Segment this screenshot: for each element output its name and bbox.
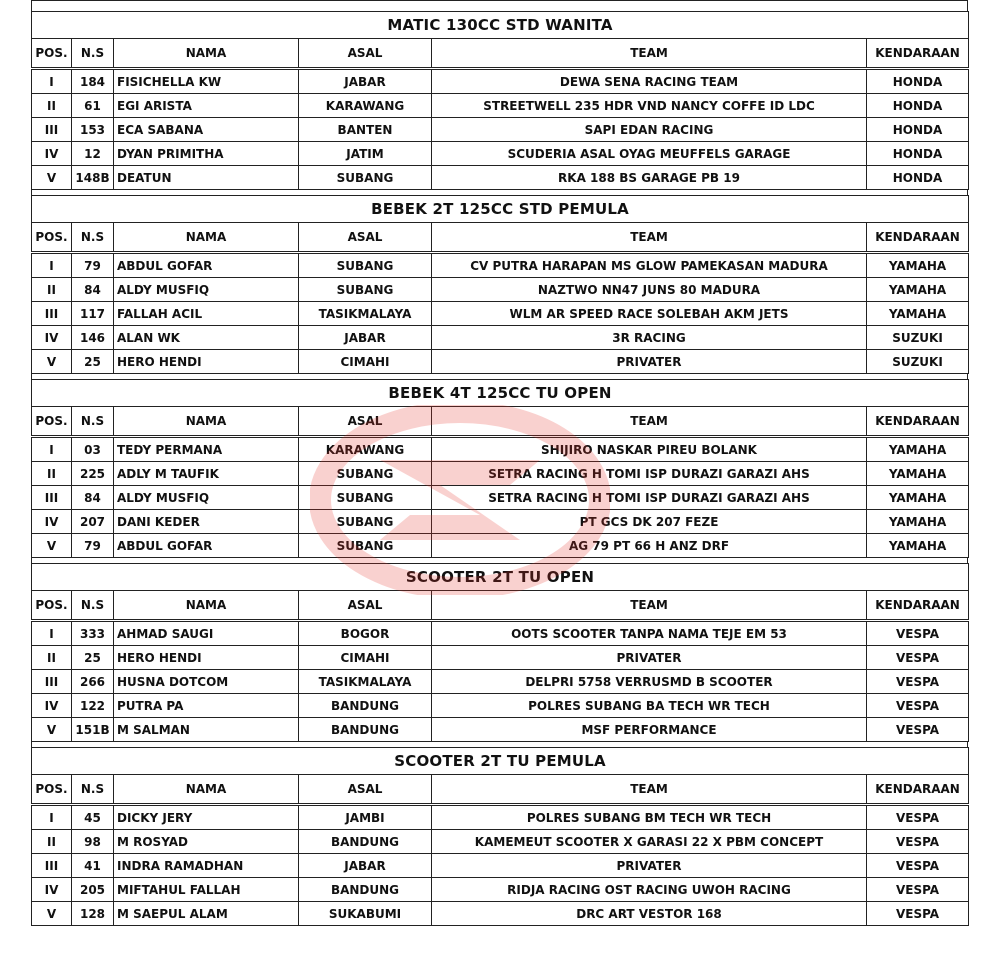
cell-kendaraan: YAMAHA: [867, 253, 969, 278]
cell-team: SHIJIRO NASKAR PIREU BOLANK: [432, 437, 867, 462]
cell-asal: SUKABUMI: [299, 902, 432, 926]
cell-kendaraan: VESPA: [867, 902, 969, 926]
cell-kendaraan: YAMAHA: [867, 437, 969, 462]
table-row: [32, 486, 969, 510]
cell-team: PRIVATER: [432, 854, 867, 878]
cell-asal: SUBANG: [299, 462, 432, 486]
cell-team: STREETWELL 235 HDR VND NANCY COFFE ID LDC: [432, 94, 867, 118]
cell-team: CV PUTRA HARAPAN MS GLOW PAMEKASAN MADURA: [432, 253, 867, 278]
cell-team: RKA 188 BS GARAGE PB 19: [432, 166, 867, 190]
results-table: [31, 11, 969, 190]
cell-ns: 122: [72, 694, 114, 718]
cell-ns: 148B: [72, 166, 114, 190]
header-team: TEAM: [432, 39, 867, 69]
cell-nama: ECA SABANA: [114, 118, 299, 142]
cell-nama: MIFTAHUL FALLAH: [114, 878, 299, 902]
cell-ns: 207: [72, 510, 114, 534]
cell-nama: AHMAD SAUGI: [114, 621, 299, 646]
cell-nama: DANI KEDER: [114, 510, 299, 534]
cell-kendaraan: VESPA: [867, 878, 969, 902]
table-row: [32, 166, 969, 190]
header-asal: ASAL: [299, 39, 432, 69]
cell-team: DRC ART VESTOR 168: [432, 902, 867, 926]
cell-ns: 117: [72, 302, 114, 326]
header-pos: POS.: [32, 39, 72, 69]
cell-team: SETRA RACING H TOMI ISP DURAZI GARAZI AHS: [432, 486, 867, 510]
cell-asal: JABAR: [299, 69, 432, 94]
cell-kendaraan: VESPA: [867, 805, 969, 830]
table-row: [32, 878, 969, 902]
cell-asal: SUBANG: [299, 510, 432, 534]
cell-nama: ADLY M TAUFIK: [114, 462, 299, 486]
table-row: [32, 621, 969, 646]
table-row: [32, 646, 969, 670]
cell-pos: IV: [32, 510, 72, 534]
section-title-row: [32, 196, 969, 223]
cell-ns: 03: [72, 437, 114, 462]
cell-ns: 151B: [72, 718, 114, 742]
header-row: [32, 591, 969, 621]
cell-ns: 128: [72, 902, 114, 926]
cell-ns: 184: [72, 69, 114, 94]
cell-kendaraan: HONDA: [867, 94, 969, 118]
table-row: [32, 437, 969, 462]
cell-pos: V: [32, 902, 72, 926]
cell-team: NAZTWO NN47 JUNS 80 MADURA: [432, 278, 867, 302]
cell-nama: ABDUL GOFAR: [114, 534, 299, 558]
cell-ns: 25: [72, 646, 114, 670]
cell-ns: 225: [72, 462, 114, 486]
header-nama: NAMA: [114, 591, 299, 621]
cell-ns: 146: [72, 326, 114, 350]
cell-asal: BANDUNG: [299, 830, 432, 854]
table-row: [32, 694, 969, 718]
cell-asal: CIMAHI: [299, 646, 432, 670]
header-asal: ASAL: [299, 223, 432, 253]
race-section: [31, 195, 968, 374]
table-row: [32, 902, 969, 926]
cell-asal: JABAR: [299, 854, 432, 878]
cell-ns: 25: [72, 350, 114, 374]
table-row: [32, 302, 969, 326]
cell-kendaraan: VESPA: [867, 646, 969, 670]
section-title: SCOOTER 2T TU OPEN: [32, 564, 969, 591]
cell-asal: JABAR: [299, 326, 432, 350]
cell-pos: IV: [32, 694, 72, 718]
cell-pos: IV: [32, 142, 72, 166]
cell-asal: BANTEN: [299, 118, 432, 142]
cell-nama: ALAN WK: [114, 326, 299, 350]
cell-asal: CIMAHI: [299, 350, 432, 374]
cell-asal: BOGOR: [299, 621, 432, 646]
header-kendaraan: KENDARAAN: [867, 223, 969, 253]
cell-ns: 98: [72, 830, 114, 854]
cell-pos: IV: [32, 878, 72, 902]
race-section: [31, 379, 968, 558]
header-team: TEAM: [432, 223, 867, 253]
cell-pos: III: [32, 118, 72, 142]
cell-pos: I: [32, 621, 72, 646]
cell-pos: IV: [32, 326, 72, 350]
cell-team: PT GCS DK 207 FEZE: [432, 510, 867, 534]
table-row: [32, 534, 969, 558]
cell-pos: III: [32, 670, 72, 694]
header-ns: N.S: [72, 775, 114, 805]
cell-ns: 266: [72, 670, 114, 694]
cell-nama: DEATUN: [114, 166, 299, 190]
cell-asal: BANDUNG: [299, 694, 432, 718]
cell-team: POLRES SUBANG BA TECH WR TECH: [432, 694, 867, 718]
header-asal: ASAL: [299, 591, 432, 621]
cell-team: AG 79 PT 66 H ANZ DRF: [432, 534, 867, 558]
cell-ns: 45: [72, 805, 114, 830]
cell-pos: II: [32, 278, 72, 302]
table-row: [32, 854, 969, 878]
cell-asal: BANDUNG: [299, 718, 432, 742]
cell-nama: EGI ARISTA: [114, 94, 299, 118]
header-ns: N.S: [72, 223, 114, 253]
header-team: TEAM: [432, 775, 867, 805]
race-sections: [31, 11, 968, 926]
cell-ns: 333: [72, 621, 114, 646]
cell-pos: III: [32, 302, 72, 326]
results-table: [31, 379, 969, 558]
cell-nama: M SAEPUL ALAM: [114, 902, 299, 926]
table-row: [32, 142, 969, 166]
cell-pos: V: [32, 166, 72, 190]
section-title: BEBEK 4T 125CC TU OPEN: [32, 380, 969, 407]
cell-team: MSF PERFORMANCE: [432, 718, 867, 742]
header-row: [32, 39, 969, 69]
cell-team: RIDJA RACING OST RACING UWOH RACING: [432, 878, 867, 902]
table-row: [32, 326, 969, 350]
cell-ns: 205: [72, 878, 114, 902]
cell-nama: PUTRA PA: [114, 694, 299, 718]
cell-nama: HERO HENDI: [114, 646, 299, 670]
results-sheet: [31, 0, 968, 926]
header-row: [32, 775, 969, 805]
cell-asal: JATIM: [299, 142, 432, 166]
section-title: BEBEK 2T 125CC STD PEMULA: [32, 196, 969, 223]
section-title-row: [32, 380, 969, 407]
cell-kendaraan: VESPA: [867, 694, 969, 718]
table-row: [32, 278, 969, 302]
cell-pos: II: [32, 462, 72, 486]
header-ns: N.S: [72, 591, 114, 621]
table-row: [32, 670, 969, 694]
cell-team: 3R RACING: [432, 326, 867, 350]
cell-ns: 84: [72, 278, 114, 302]
cell-kendaraan: YAMAHA: [867, 486, 969, 510]
cell-pos: II: [32, 646, 72, 670]
cell-kendaraan: HONDA: [867, 118, 969, 142]
cell-kendaraan: VESPA: [867, 621, 969, 646]
cell-ns: 153: [72, 118, 114, 142]
cell-pos: III: [32, 854, 72, 878]
cell-kendaraan: YAMAHA: [867, 302, 969, 326]
header-ns: N.S: [72, 407, 114, 437]
header-pos: POS.: [32, 407, 72, 437]
cell-pos: V: [32, 534, 72, 558]
section-title-row: [32, 564, 969, 591]
cell-asal: SUBANG: [299, 486, 432, 510]
cell-asal: TASIKMALAYA: [299, 302, 432, 326]
table-row: [32, 69, 969, 94]
cell-ns: 41: [72, 854, 114, 878]
table-row: [32, 350, 969, 374]
cell-asal: KARAWANG: [299, 94, 432, 118]
cell-team: DEWA SENA RACING TEAM: [432, 69, 867, 94]
table-row: [32, 830, 969, 854]
cell-nama: M ROSYAD: [114, 830, 299, 854]
cell-asal: SUBANG: [299, 253, 432, 278]
cell-kendaraan: VESPA: [867, 718, 969, 742]
header-nama: NAMA: [114, 39, 299, 69]
header-asal: ASAL: [299, 407, 432, 437]
cell-asal: KARAWANG: [299, 437, 432, 462]
section-title-row: [32, 12, 969, 39]
header-asal: ASAL: [299, 775, 432, 805]
cell-nama: INDRA RAMADHAN: [114, 854, 299, 878]
cell-ns: 84: [72, 486, 114, 510]
top-strip: [31, 0, 968, 11]
cell-kendaraan: YAMAHA: [867, 462, 969, 486]
cell-team: KAMEMEUT SCOOTER X GARASI 22 X PBM CONCEPT: [432, 830, 867, 854]
cell-nama: DYAN PRIMITHA: [114, 142, 299, 166]
cell-nama: FISICHELLA KW: [114, 69, 299, 94]
cell-kendaraan: SUZUKI: [867, 350, 969, 374]
table-row: [32, 118, 969, 142]
cell-asal: SUBANG: [299, 166, 432, 190]
header-kendaraan: KENDARAAN: [867, 39, 969, 69]
header-pos: POS.: [32, 591, 72, 621]
results-table: [31, 747, 969, 926]
header-nama: NAMA: [114, 223, 299, 253]
cell-team: SETRA RACING H TOMI ISP DURAZI GARAZI AHS: [432, 462, 867, 486]
cell-team: PRIVATER: [432, 646, 867, 670]
cell-kendaraan: HONDA: [867, 69, 969, 94]
cell-kendaraan: YAMAHA: [867, 510, 969, 534]
section-title: MATIC 130CC STD WANITA: [32, 12, 969, 39]
cell-pos: V: [32, 718, 72, 742]
header-team: TEAM: [432, 591, 867, 621]
table-row: [32, 510, 969, 534]
cell-ns: 12: [72, 142, 114, 166]
cell-kendaraan: HONDA: [867, 142, 969, 166]
cell-kendaraan: YAMAHA: [867, 278, 969, 302]
cell-nama: M SALMAN: [114, 718, 299, 742]
table-row: [32, 462, 969, 486]
race-section: [31, 747, 968, 926]
cell-nama: ALDY MUSFIQ: [114, 278, 299, 302]
table-row: [32, 718, 969, 742]
cell-nama: HUSNA DOTCOM: [114, 670, 299, 694]
cell-kendaraan: VESPA: [867, 854, 969, 878]
cell-kendaraan: VESPA: [867, 830, 969, 854]
cell-team: PRIVATER: [432, 350, 867, 374]
header-nama: NAMA: [114, 775, 299, 805]
cell-asal: SUBANG: [299, 534, 432, 558]
cell-nama: FALLAH ACIL: [114, 302, 299, 326]
cell-ns: 79: [72, 253, 114, 278]
header-team: TEAM: [432, 407, 867, 437]
cell-pos: III: [32, 486, 72, 510]
race-section: [31, 563, 968, 742]
table-row: [32, 94, 969, 118]
cell-ns: 61: [72, 94, 114, 118]
header-ns: N.S: [72, 39, 114, 69]
cell-pos: I: [32, 69, 72, 94]
cell-ns: 79: [72, 534, 114, 558]
header-pos: POS.: [32, 223, 72, 253]
cell-asal: JAMBI: [299, 805, 432, 830]
cell-kendaraan: VESPA: [867, 670, 969, 694]
cell-asal: TASIKMALAYA: [299, 670, 432, 694]
cell-team: SCUDERIA ASAL OYAG MEUFFELS GARAGE: [432, 142, 867, 166]
header-kendaraan: KENDARAAN: [867, 591, 969, 621]
cell-nama: ALDY MUSFIQ: [114, 486, 299, 510]
cell-pos: V: [32, 350, 72, 374]
cell-team: DELPRI 5758 VERRUSMD B SCOOTER: [432, 670, 867, 694]
cell-kendaraan: HONDA: [867, 166, 969, 190]
header-kendaraan: KENDARAAN: [867, 407, 969, 437]
cell-kendaraan: SUZUKI: [867, 326, 969, 350]
results-table: [31, 563, 969, 742]
cell-team: SAPI EDAN RACING: [432, 118, 867, 142]
cell-nama: TEDY PERMANA: [114, 437, 299, 462]
cell-team: OOTS SCOOTER TANPA NAMA TEJE EM 53: [432, 621, 867, 646]
table-row: [32, 253, 969, 278]
cell-nama: ABDUL GOFAR: [114, 253, 299, 278]
results-table: [31, 195, 969, 374]
cell-asal: SUBANG: [299, 278, 432, 302]
table-row: [32, 805, 969, 830]
cell-team: POLRES SUBANG BM TECH WR TECH: [432, 805, 867, 830]
cell-nama: DICKY JERY: [114, 805, 299, 830]
cell-pos: I: [32, 805, 72, 830]
cell-pos: I: [32, 437, 72, 462]
header-row: [32, 407, 969, 437]
cell-pos: II: [32, 830, 72, 854]
cell-nama: HERO HENDI: [114, 350, 299, 374]
cell-kendaraan: YAMAHA: [867, 534, 969, 558]
cell-pos: I: [32, 253, 72, 278]
cell-pos: II: [32, 94, 72, 118]
cell-asal: BANDUNG: [299, 878, 432, 902]
section-title: SCOOTER 2T TU PEMULA: [32, 748, 969, 775]
section-title-row: [32, 748, 969, 775]
race-section: [31, 11, 968, 190]
header-row: [32, 223, 969, 253]
header-nama: NAMA: [114, 407, 299, 437]
header-pos: POS.: [32, 775, 72, 805]
header-kendaraan: KENDARAAN: [867, 775, 969, 805]
cell-team: WLM AR SPEED RACE SOLEBAH AKM JETS: [432, 302, 867, 326]
